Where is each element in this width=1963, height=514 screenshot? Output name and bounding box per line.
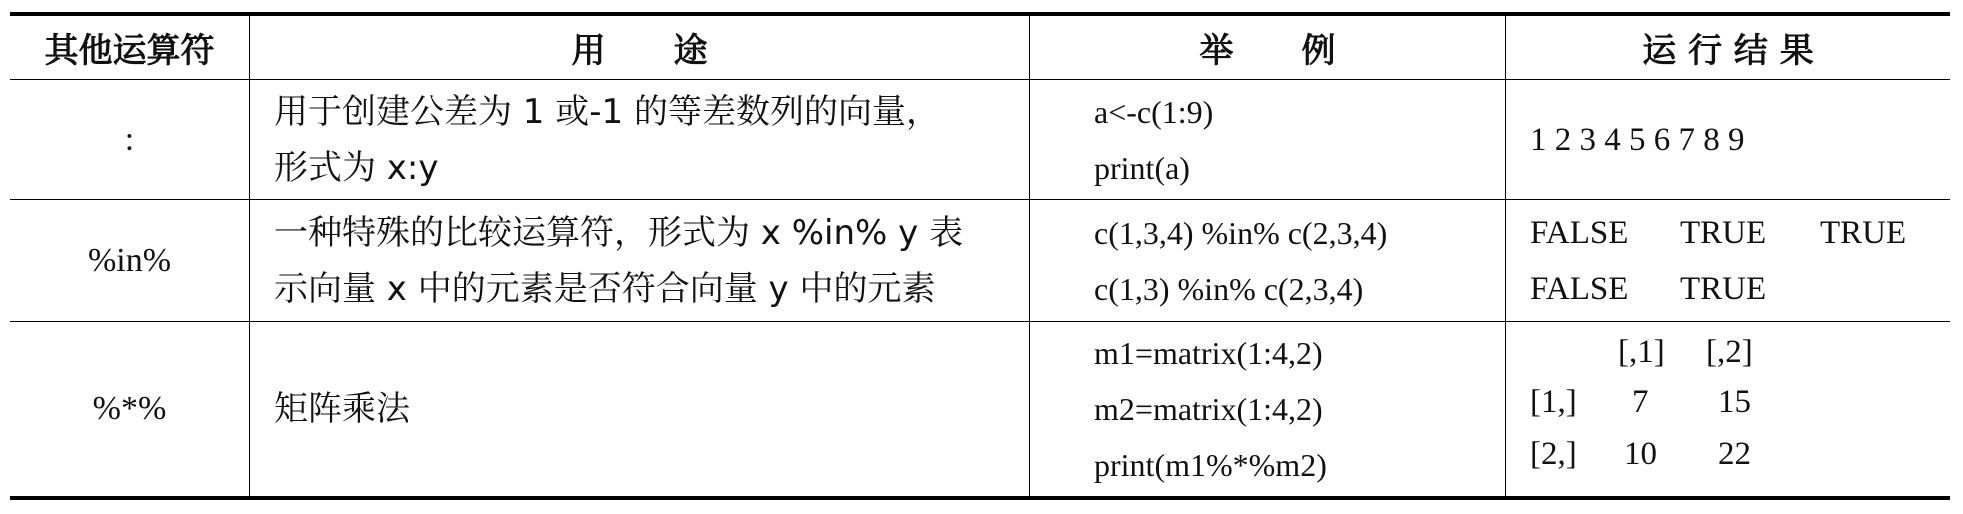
result-value: TRUE <box>1680 214 1767 251</box>
table-row <box>10 322 1950 496</box>
matrix-row-header: [1,] <box>1530 384 1577 420</box>
usage-line: 矩阵乘法 <box>274 389 410 429</box>
example-cell <box>1030 200 1506 321</box>
code-line: c(1,3,4) %in% c(2,3,4) <box>1094 214 1388 251</box>
matrix-col-header: [,1] <box>1618 334 1665 370</box>
result-value: FALSE <box>1530 214 1629 251</box>
table-row <box>10 200 1950 322</box>
usage-line: 形式为 x:y <box>274 147 439 188</box>
code-line: m2=matrix(1:4,2) <box>1094 391 1323 427</box>
matrix-value: 7 <box>1632 384 1649 420</box>
example-cell <box>1030 80 1506 199</box>
result-value: TRUE <box>1680 270 1767 307</box>
code-line: print(a) <box>1094 149 1190 186</box>
header-example: 举 例 <box>1030 16 1506 79</box>
header-usage: 用 途 <box>250 16 1030 79</box>
result-line <box>1530 261 1950 317</box>
header-result: 运 行 结 果 <box>1642 31 1814 71</box>
usage-cell <box>250 322 1030 496</box>
matrix-value: 10 <box>1624 436 1657 472</box>
result-value: FALSE <box>1530 270 1629 307</box>
usage-line: 用于创建公差为 1 或-1 的等差数列的向量， <box>274 91 940 132</box>
result-matrix <box>1506 322 1950 496</box>
table-header-row <box>10 16 1950 80</box>
code-line: print(m1%*%m2) <box>1094 447 1327 483</box>
header-operator: 其他运算符 <box>10 16 250 79</box>
result-cell <box>1506 200 1950 321</box>
code-line: c(1,3) %in% c(2,3,4) <box>1094 270 1364 307</box>
usage-cell <box>250 80 1030 199</box>
usage-cell <box>250 200 1030 321</box>
example-cell <box>1030 322 1506 496</box>
usage-line: 示向量 x 中的元素是否符合向量 y 中的元素 <box>274 268 936 309</box>
matrix-value: 22 <box>1718 436 1751 472</box>
code-line: a<-c(1:9) <box>1094 93 1214 130</box>
operator-cell: %in% <box>10 200 250 321</box>
matrix-row-header: [2,] <box>1530 436 1577 472</box>
result-line: 1 2 3 4 5 6 7 8 9 <box>1530 121 1745 158</box>
operators-table <box>10 12 1950 500</box>
operator-cell: : <box>10 80 250 199</box>
matrix-col-header: [,2] <box>1706 334 1753 370</box>
result-cell <box>1506 322 1950 496</box>
code-line: m1=matrix(1:4,2) <box>1094 335 1323 371</box>
usage-line: 一种特殊的比较运算符，形式为 x %in% y 表 <box>274 212 964 253</box>
result-line <box>1530 205 1950 261</box>
operator-cell: %*% <box>10 322 250 496</box>
result-value: TRUE <box>1820 214 1907 251</box>
table-row <box>10 80 1950 200</box>
result-cell <box>1506 80 1950 199</box>
matrix-value: 15 <box>1718 384 1751 420</box>
